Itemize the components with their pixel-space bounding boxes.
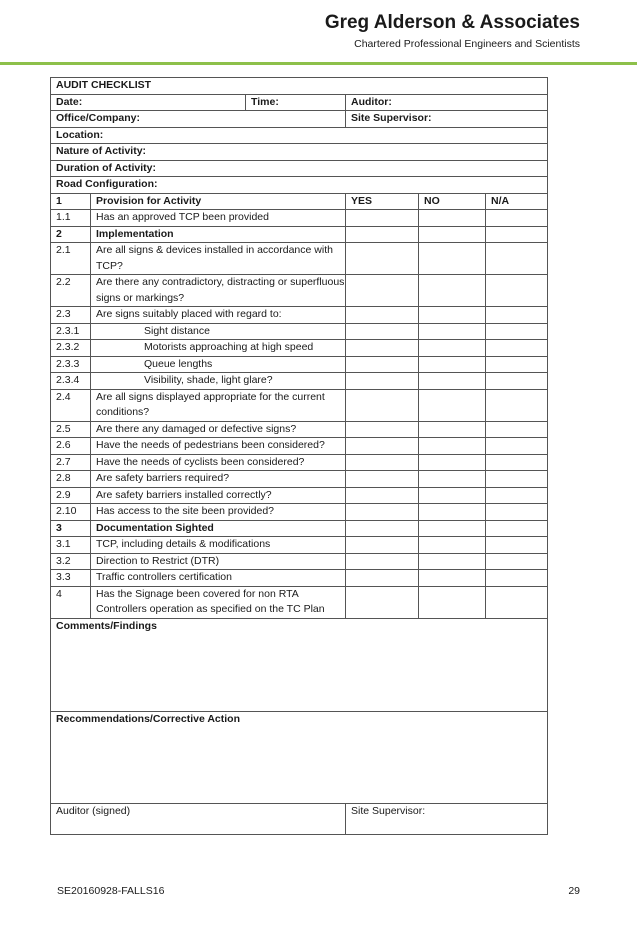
answer-cell-no[interactable] <box>419 537 486 554</box>
auditor-signed-field[interactable]: Auditor (signed) <box>51 803 346 834</box>
answer-cell-na[interactable] <box>486 373 548 390</box>
item-number: 2.3 <box>51 307 91 324</box>
item-number: 2.7 <box>51 454 91 471</box>
item-number: 2.3.1 <box>51 323 91 340</box>
item-question: Are all signs displayed appropriate for the current conditions? <box>91 389 346 421</box>
item-number: 3.2 <box>51 553 91 570</box>
item-question: Documentation Sighted <box>91 520 346 537</box>
date-row <box>51 94 548 111</box>
page-number: 29 <box>568 885 580 897</box>
answer-cell-yes[interactable] <box>346 537 419 554</box>
checklist-item-row <box>51 471 548 488</box>
item-number: 2 <box>51 226 91 243</box>
header-rule <box>0 62 637 65</box>
item-question <box>91 373 346 390</box>
item-question-text: Sight distance <box>144 324 210 337</box>
item-question: Implementation <box>91 226 346 243</box>
answer-cell-yes[interactable] <box>346 454 419 471</box>
nature-field[interactable]: Nature of Activity: <box>51 144 548 161</box>
answer-cell-yes[interactable] <box>346 210 419 227</box>
date-field[interactable]: Date: <box>51 94 246 111</box>
item-question: Has an approved TCP been provided <box>91 210 346 227</box>
answer-cell-na[interactable] <box>486 421 548 438</box>
office-row <box>51 111 548 128</box>
answer-cell-no[interactable] <box>419 243 486 275</box>
answer-cell-no[interactable] <box>419 340 486 357</box>
column-header-na: N/A <box>486 193 548 210</box>
item-number: 3.1 <box>51 537 91 554</box>
answer-cell-no[interactable] <box>419 520 486 537</box>
item-number: 2.10 <box>51 504 91 521</box>
item-number: 2.6 <box>51 438 91 455</box>
section-row <box>51 193 548 210</box>
item-number: 2.3.4 <box>51 373 91 390</box>
auditor-field[interactable]: Auditor: <box>346 94 548 111</box>
answer-cell-na[interactable] <box>486 340 548 357</box>
checklist-title: AUDIT CHECKLIST <box>51 78 548 95</box>
item-question: TCP, including details & modifications <box>91 537 346 554</box>
answer-cell-na[interactable] <box>486 275 548 307</box>
time-field[interactable]: Time: <box>246 94 346 111</box>
answer-cell-yes[interactable] <box>346 471 419 488</box>
item-question: Are there any contradictory, distracting or superfluous signs or markings? <box>91 275 346 307</box>
item-question: Traffic controllers certification <box>91 570 346 587</box>
comments-row <box>51 618 548 711</box>
item-question: Has the Signage been covered for non RTA Controllers operation as specified on the TC Plan <box>91 586 346 618</box>
title-row <box>51 78 548 95</box>
checklist-item-row <box>51 275 548 307</box>
item-number: 2.8 <box>51 471 91 488</box>
answer-cell-yes[interactable] <box>346 553 419 570</box>
answer-cell-na[interactable] <box>486 553 548 570</box>
answer-cell-na[interactable] <box>486 323 548 340</box>
answer-cell-yes[interactable] <box>346 520 419 537</box>
answer-cell-no[interactable] <box>419 471 486 488</box>
answer-cell-yes[interactable] <box>346 275 419 307</box>
answer-cell-no[interactable] <box>419 210 486 227</box>
recommendations-field[interactable]: Recommendations/Corrective Action <box>51 711 548 803</box>
answer-cell-yes[interactable] <box>346 356 419 373</box>
audit-checklist-table <box>50 77 548 835</box>
checklist-item-row <box>51 454 548 471</box>
section-row <box>51 520 548 537</box>
item-question: Are there any damaged or defective signs? <box>91 421 346 438</box>
answer-cell-yes[interactable] <box>346 373 419 390</box>
answer-cell-na[interactable] <box>486 210 548 227</box>
item-number: 1 <box>51 193 91 210</box>
answer-cell-no[interactable] <box>419 389 486 421</box>
answer-cell-yes[interactable] <box>346 389 419 421</box>
item-number: 3.3 <box>51 570 91 587</box>
answer-cell-na[interactable] <box>486 471 548 488</box>
answer-cell-yes[interactable] <box>346 340 419 357</box>
item-number: 2.4 <box>51 389 91 421</box>
answer-cell-yes[interactable] <box>346 438 419 455</box>
item-question <box>91 340 346 357</box>
item-number: 1.1 <box>51 210 91 227</box>
checklist-item-row <box>51 586 548 618</box>
checklist-item-row <box>51 307 548 324</box>
item-number: 3 <box>51 520 91 537</box>
checklist-item-row <box>51 210 548 227</box>
answer-cell-no[interactable] <box>419 454 486 471</box>
item-number: 2.1 <box>51 243 91 275</box>
recommendations-row <box>51 711 548 803</box>
item-question: Have the needs of pedestrians been considered? <box>91 438 346 455</box>
item-question: Are safety barriers installed correctly? <box>91 487 346 504</box>
column-header-yes: YES <box>346 193 419 210</box>
answer-cell-na[interactable] <box>486 537 548 554</box>
answer-cell-na[interactable] <box>486 487 548 504</box>
checklist-item-row <box>51 438 548 455</box>
answer-cell-yes[interactable] <box>346 307 419 324</box>
answer-cell-no[interactable] <box>419 438 486 455</box>
answer-cell-na[interactable] <box>486 438 548 455</box>
answer-cell-yes[interactable] <box>346 586 419 618</box>
road-configuration-field[interactable]: Road Configuration: <box>51 177 548 194</box>
answer-cell-no[interactable] <box>419 421 486 438</box>
item-number: 4 <box>51 586 91 618</box>
office-company-field[interactable]: Office/Company: <box>51 111 346 128</box>
checklist-item-row <box>51 373 548 390</box>
item-question: Have the needs of cyclists been considered? <box>91 454 346 471</box>
checklist-item-row <box>51 487 548 504</box>
answer-cell-no[interactable] <box>419 373 486 390</box>
road-config-row <box>51 177 548 194</box>
section-row <box>51 226 548 243</box>
item-number: 2.2 <box>51 275 91 307</box>
item-question: Are all signs & devices installed in accordance with TCP? <box>91 243 346 275</box>
item-question: Are safety barriers required? <box>91 471 346 488</box>
answer-cell-no[interactable] <box>419 323 486 340</box>
item-question: Has access to the site been provided? <box>91 504 346 521</box>
answer-cell-no[interactable] <box>419 356 486 373</box>
checklist-item-row <box>51 323 548 340</box>
checklist-item-row <box>51 504 548 521</box>
answer-cell-yes[interactable] <box>346 570 419 587</box>
location-field[interactable]: Location: <box>51 127 548 144</box>
item-question: Are signs suitably placed with regard to: <box>91 307 346 324</box>
answer-cell-na[interactable] <box>486 243 548 275</box>
answer-cell-na[interactable] <box>486 520 548 537</box>
answer-cell-no[interactable] <box>419 570 486 587</box>
answer-cell-no[interactable] <box>419 307 486 324</box>
checklist-item-row <box>51 421 548 438</box>
item-number: 2.9 <box>51 487 91 504</box>
location-row <box>51 127 548 144</box>
answer-cell-yes[interactable] <box>346 243 419 275</box>
checklist-item-row <box>51 553 548 570</box>
comments-findings-field[interactable]: Comments/Findings <box>51 618 548 711</box>
duration-row <box>51 160 548 177</box>
item-question-text: Queue lengths <box>144 357 213 370</box>
item-question: Provision for Activity <box>91 193 346 210</box>
answer-cell-na[interactable] <box>486 570 548 587</box>
company-tagline: Chartered Professional Engineers and Scientists <box>354 38 580 50</box>
answer-cell-no[interactable] <box>419 226 486 243</box>
answer-cell-na[interactable] <box>486 356 548 373</box>
checklist-item-row <box>51 537 548 554</box>
checklist-item-row <box>51 570 548 587</box>
duration-field[interactable]: Duration of Activity: <box>51 160 548 177</box>
checklist-item-row <box>51 340 548 357</box>
answer-cell-no[interactable] <box>419 553 486 570</box>
site-supervisor-field[interactable]: Site Supervisor: <box>346 111 548 128</box>
item-question <box>91 356 346 373</box>
checklist-item-row <box>51 243 548 275</box>
item-question <box>91 323 346 340</box>
checklist-item-row <box>51 389 548 421</box>
item-question-text: Visibility, shade, light glare? <box>144 374 273 386</box>
nature-row <box>51 144 548 161</box>
item-number: 2.5 <box>51 421 91 438</box>
answer-cell-no[interactable] <box>419 487 486 504</box>
answer-cell-na[interactable] <box>486 226 548 243</box>
answer-cell-na[interactable] <box>486 307 548 324</box>
answer-cell-yes[interactable] <box>346 487 419 504</box>
answer-cell-yes[interactable] <box>346 504 419 521</box>
company-name: Greg Alderson & Associates <box>324 12 580 33</box>
answer-cell-na[interactable] <box>486 586 548 618</box>
answer-cell-na[interactable] <box>486 504 548 521</box>
answer-cell-yes[interactable] <box>346 226 419 243</box>
answer-cell-no[interactable] <box>419 504 486 521</box>
answer-cell-na[interactable] <box>486 454 548 471</box>
answer-cell-yes[interactable] <box>346 421 419 438</box>
item-number: 2.3.2 <box>51 340 91 357</box>
answer-cell-yes[interactable] <box>346 323 419 340</box>
answer-cell-no[interactable] <box>419 586 486 618</box>
answer-cell-na[interactable] <box>486 389 548 421</box>
column-header-no: NO <box>419 193 486 210</box>
site-supervisor-sign-field[interactable]: Site Supervisor: <box>346 803 548 834</box>
item-question-text: Motorists approaching at high speed <box>144 341 314 353</box>
checklist-item-row <box>51 356 548 373</box>
signature-row <box>51 803 548 834</box>
document-reference: SE20160928-FALLS16 <box>57 885 165 897</box>
item-question: Direction to Restrict (DTR) <box>91 553 346 570</box>
item-number: 2.3.3 <box>51 356 91 373</box>
answer-cell-no[interactable] <box>419 275 486 307</box>
